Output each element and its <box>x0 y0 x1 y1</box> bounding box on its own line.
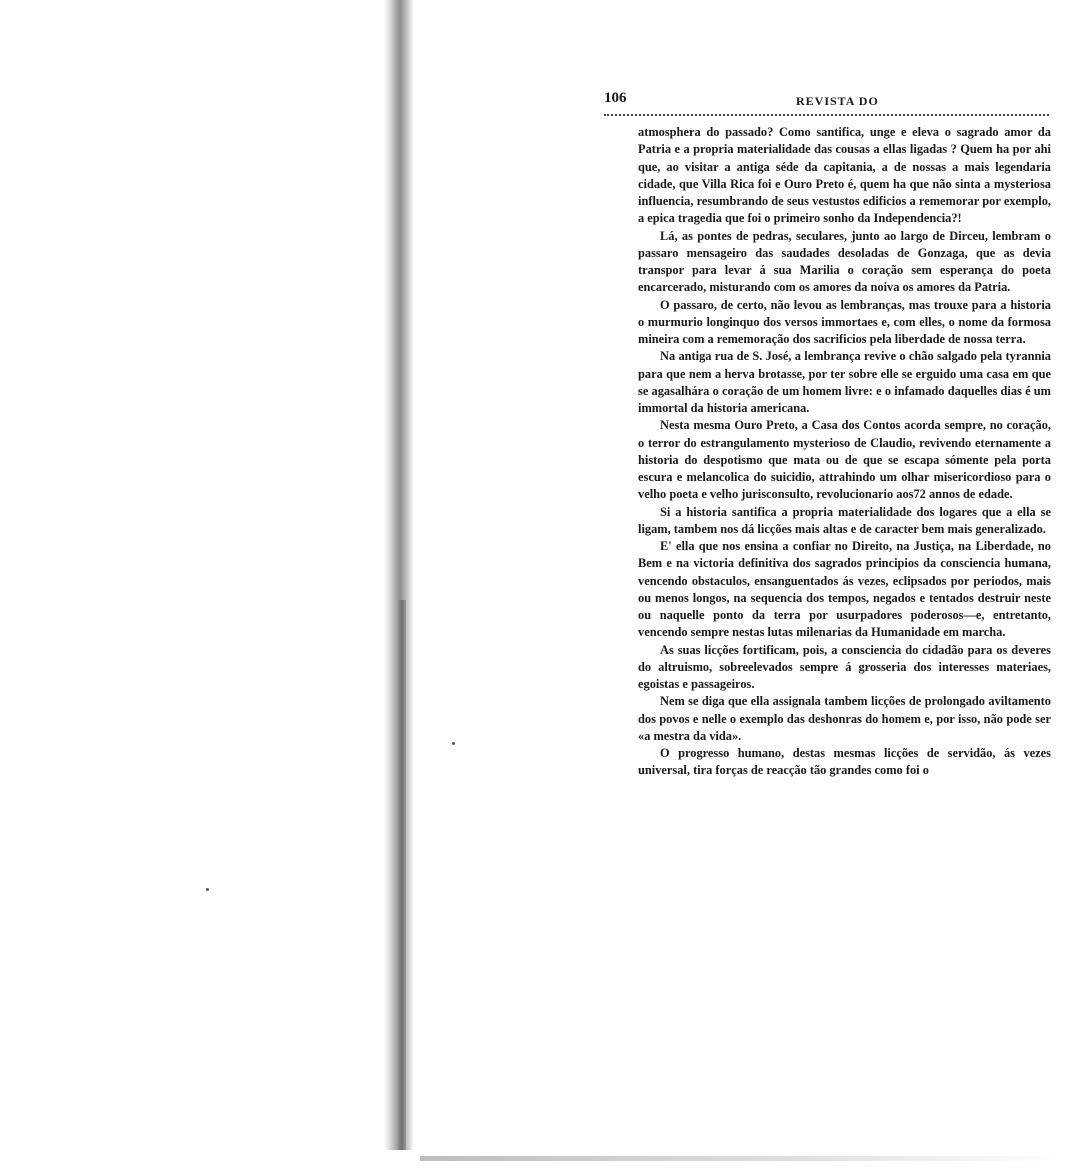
paragraph: Nesta mesma Ouro Preto, a Casa dos Contos acorda sempre, no coração, o terror do estrangulamento mysterioso de Claudio, revivendo eternamente a historia do despotismo que mata ou de que se escapa sómente pela porta escura e melancolica do suicidio, attrahindo um olhar misericordioso para o velho poeta e velho jurisconsulto, revolucionario aos72 annos de edade. <box>638 418 1051 502</box>
scan-speck <box>206 888 209 891</box>
page-bottom-edge <box>420 1156 1060 1161</box>
scan-speck <box>452 742 455 745</box>
paragraph: Si a historia santifica a propria materialidade dos logares que a ella se ligam, tambem nos dá licções mais altas e de caracter bem mais generalizado. <box>638 504 1051 536</box>
paragraph: E' ella que nos ensina a confiar no Direito, na Justiça, na Liberdade, no Bem e na victoria definitiva dos sagrados principios da consciencia humana, vencendo obstaculos, ensanguentados ás vezes, eclipsados por periodos, mais ou menos longos, na sequencia dos tempos, negados e tentados destruir neste ou naquelle ponto da terra por usurpadores poderosos—e, entretanto, vencendo sempre nestas lutas milenarias da Humanidade em marcha. <box>638 539 1051 640</box>
page-number: 106 <box>604 90 627 106</box>
journal-page <box>604 88 1049 780</box>
paragraph: atmosphera do passado? Como santifica, unge e eleva o sagrado amor da Patria e a propria materialidade das cousas a ellas ligadas ? Quem ha por ahi que, ao visitar a antiga séde da capitania, a de nossas a mais legendaria cidade, que Villa Rica foi e Ouro Preto é, quem ha que não sinta a mysteriosa influencia, resumbrando de seus vestustos edificios a rememorar por exemplo, a epica tragedia que foi o primeiro sonho da Independencia?! <box>638 125 1051 226</box>
paragraph: Nem se diga que ella assignala tambem licções de prolongado aviltamento dos povos e nelle o exemplo das deshonras do homem e, por isso, não pode ser «a mestra da vida». <box>638 694 1051 743</box>
paragraph: O progresso humano, destas mesmas licções de servidão, ás vezes universal, tira forças de reacção tão grandes como foi o <box>638 746 1051 778</box>
paragraph: Na antiga rua de S. José, a lembrança revive o chão salgado pela tyrannia para que nem a herva brotasse, por ter sobre elle se erguido uma casa em que se agasalhára o coração de um homem livre: e o infamado daquelles dias é um immortal da historia americana. <box>638 349 1051 415</box>
book-gutter-fold <box>398 600 406 1150</box>
running-head: REVISTA DO <box>796 94 879 108</box>
paragraph: As suas licções fortificam, pois, a consciencia do cidadão para os deveres do altruismo, sobreelevados sempre á grosseria dos interesses materiaes, egoistas e passageiros. <box>638 642 1051 691</box>
paragraph: Lá, as pontes de pedras, seculares, junto ao largo de Dirceu, lembram o passaro mensageiro das saudades desoladas de Gonzaga, que as devia transpor para levar á sua Marilia o coração sem esperança do poeta encarcerado, misturando com os amores da noiva os amores da Patria. <box>638 228 1051 295</box>
page-header <box>604 88 1049 116</box>
paragraph: O passaro, de certo, não levou as lembranças, mas trouxe para a historia o murmurio longinquo dos versos immortaes e, com elles, o nome da formosa mineira com a rememoração dos sacrificios pela liberdade de nossa terra. <box>638 297 1051 346</box>
article-body <box>638 124 1051 780</box>
